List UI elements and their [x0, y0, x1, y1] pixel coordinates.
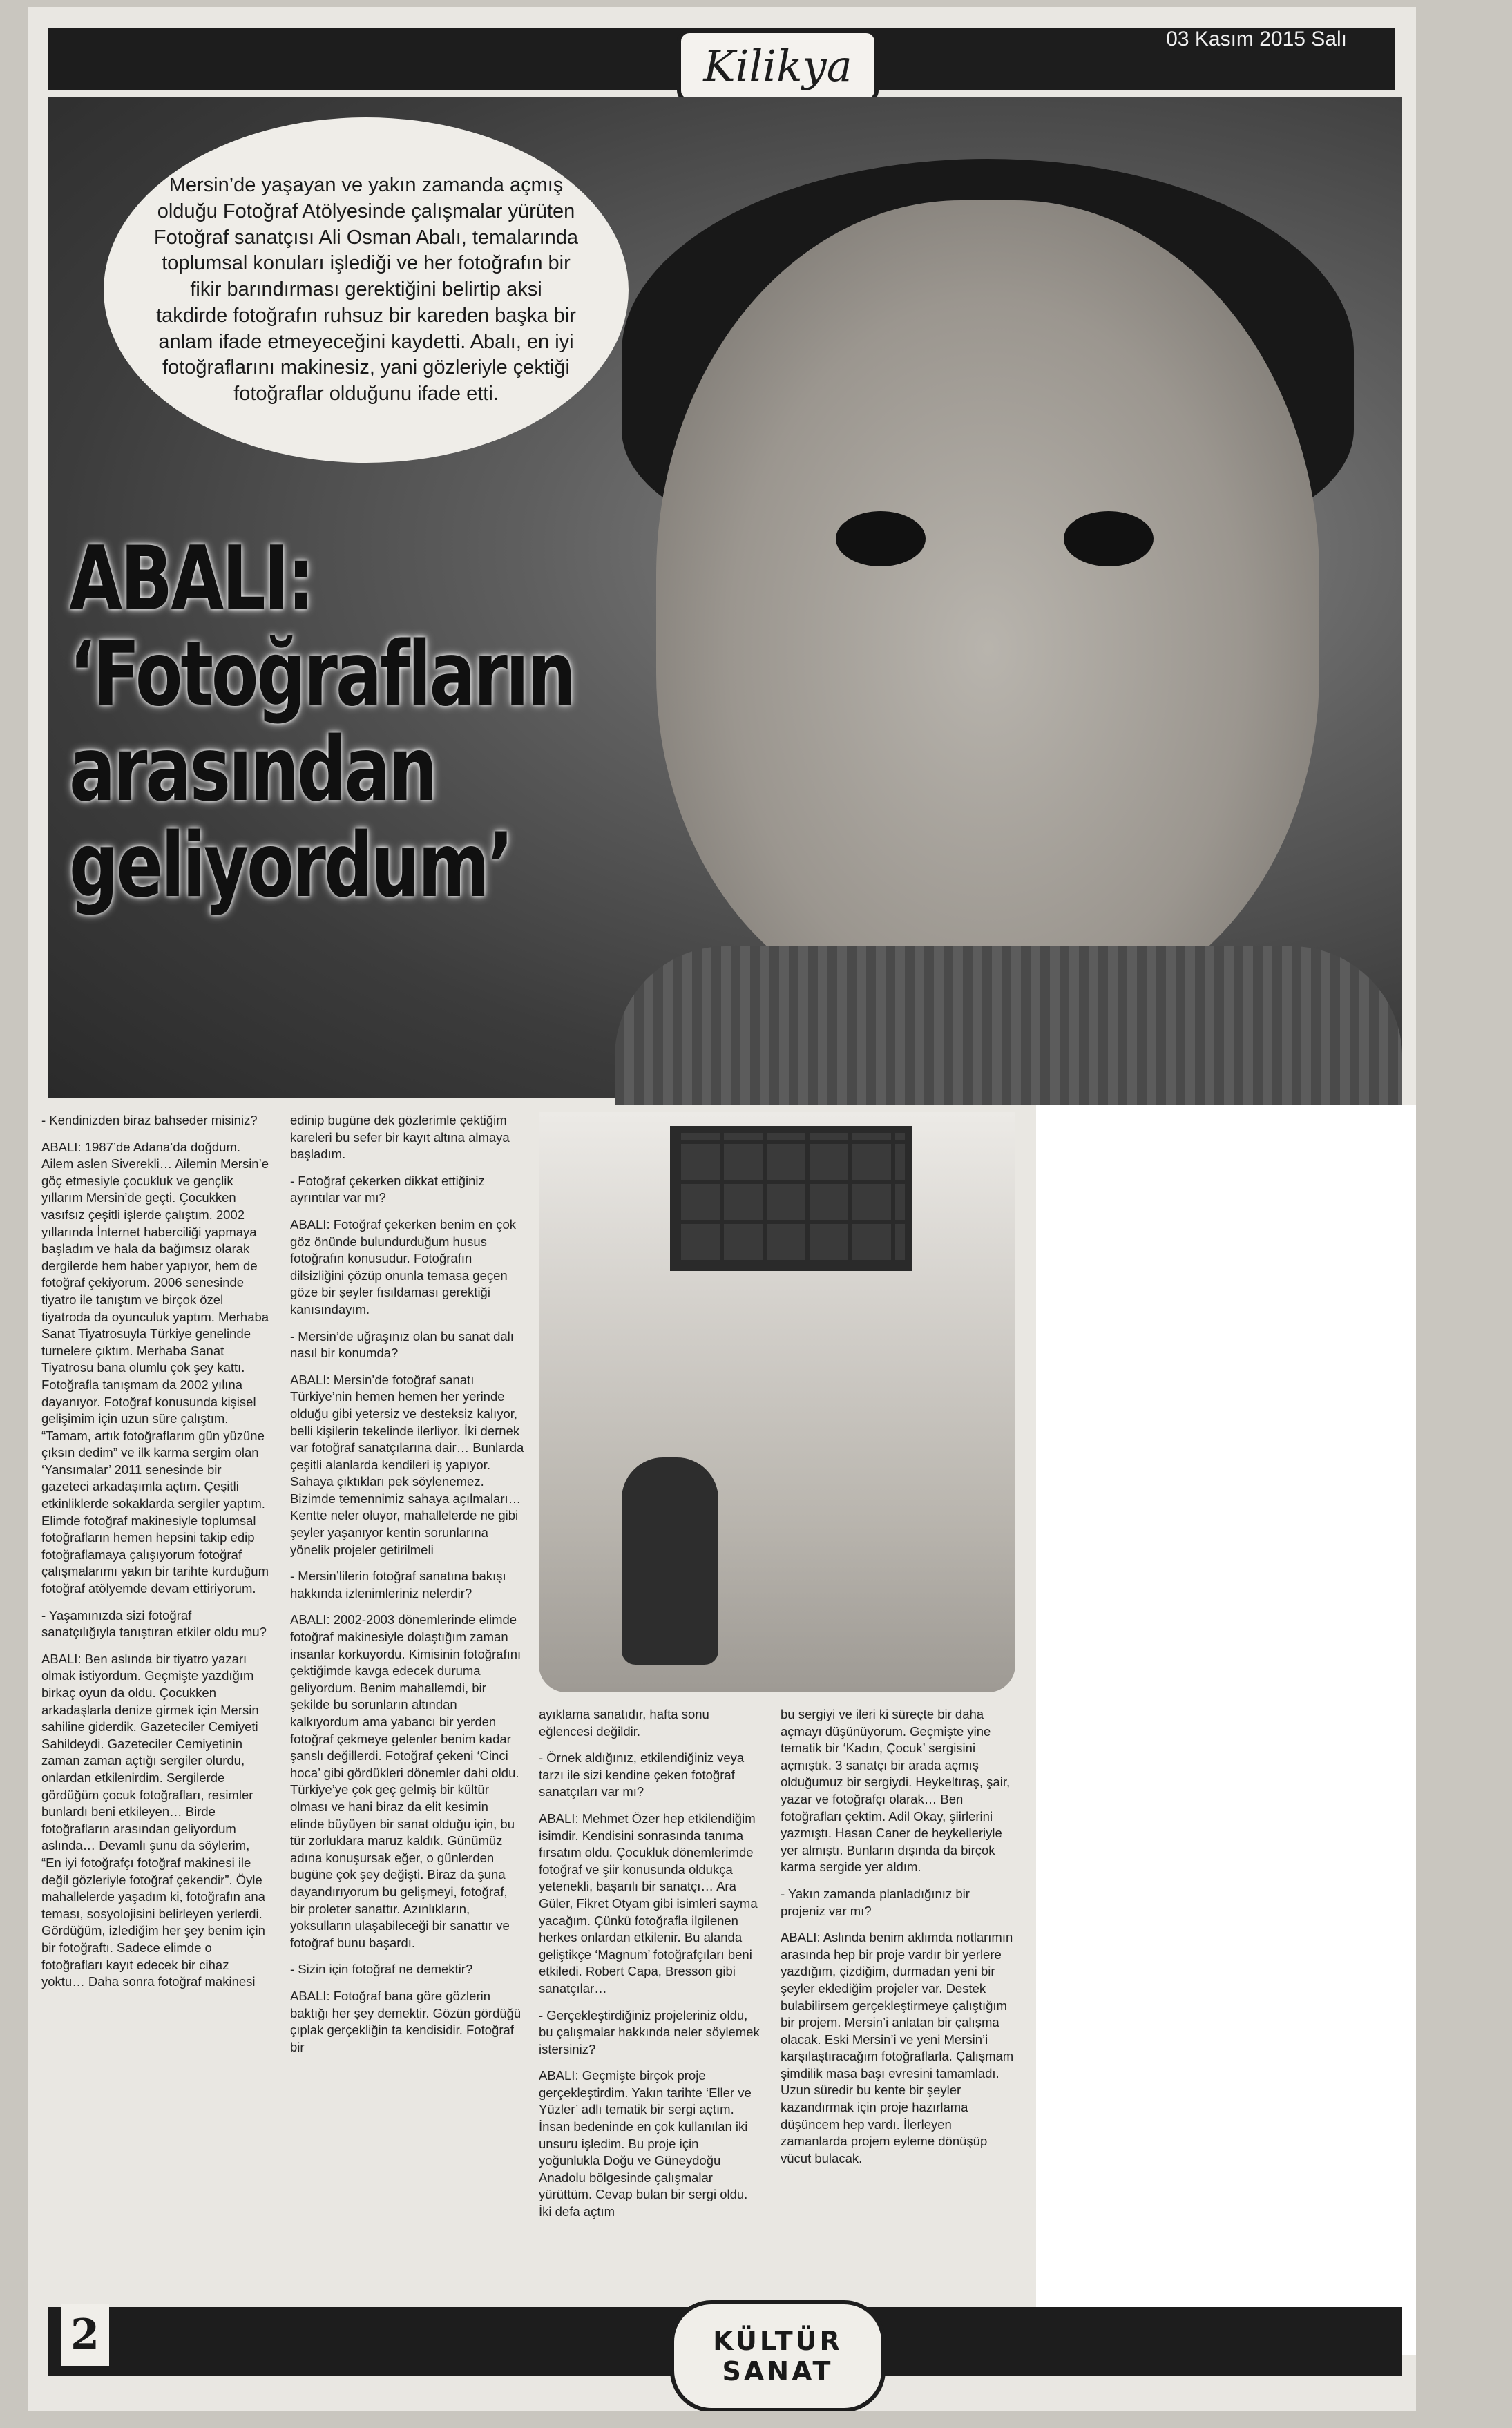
article-column-3: [539, 1706, 760, 2230]
headline-line-2: ‘Fotoğrafların: [69, 623, 574, 727]
headline-line-1: ABALI:: [69, 528, 313, 631]
paragraph: ABALI: Aslında benim aklımda notlarımın arasında hep bir proje vardır bir yerlere yazdığım, çizdiğim, durmadan yeni bir şeyler eklediğim projeler var. Destek bulabilirsem gerçekleştirmeye çalıştığım bir projem. Mersin’i anlatan bir çalışma olacak. Eski Mersin’i ve yeni Mersin’i karşılaştıracağım fotoğraflarla. Çalışmam şimdilik masa başı evresini tamamladı. Uzun süredir bu kente bir şeyler kazandırmak için proje hazırlama düşüncem hep vardı. İlerleyen zamanlarda projem eyleme dönüşüp vücut bulacak.: [781, 1930, 1014, 2166]
redacted-area: [1036, 1105, 1416, 2355]
paragraph: - Mersin’lilerin fotoğraf sanatına bakışı hakkında izlenimleriniz nelerdir?: [290, 1569, 506, 1600]
paragraph: ABALI: Geçmişte birçok proje gerçekleştirdim. Yakın tarihte ‘Eller ve Yüzler’ adlı tematik bir sergi açtım. İnsan bedeninde en çok kullanılan iki unsuru işledim. Bu proje için yoğunlukla Doğu ve Güneydoğu Anadolu bölgesinde çalışmalar yürüttüm. Cevap bulan bir sergi oldu. İki defa açtım: [539, 2068, 752, 2219]
page-number: 2: [61, 2304, 109, 2366]
paragraph: - Fotoğraf çekerken dikkat ettiğiniz ayrıntılar var mı?: [290, 1173, 485, 1205]
paragraph: - Mersin’de uğraşınız olan bu sanat dalı nasıl bir konumda?: [290, 1328, 514, 1361]
paragraph: - Yakın zamanda planladığınız bir projeniz var mı?: [781, 1886, 970, 1918]
intro-text: Mersin’de yaşayan ve yakın zamanda açmış olduğu Fotoğraf Atölyesinde çalışmalar yürüten Fotoğraf sanatçısı Ali Osman Abalı, temalarında toplumsal konuları işlediği ve her fotoğrafın bir fikir barındırması gerektiğini belirtip aksi takdirde fotoğrafın ruhsuz bir kareden başka bir anlam ifade etmeyeceğini kaydetti. Abalı, en iyi fotoğraflarını makinesiz, yani gözleriyle çektiği fotoğraflar olduğunu ifade etti.: [153, 174, 579, 405]
article-column-1: [41, 1112, 269, 2000]
girl-figure: [622, 1457, 718, 1665]
issue-date: 03 Kasım 2015 Salı: [1166, 28, 1347, 50]
article-column-2: [290, 1112, 525, 2065]
headline: [69, 528, 732, 917]
headline-line-3: arasından: [69, 718, 436, 822]
section-label-1: KÜLTÜR: [713, 2326, 843, 2356]
headline-line-4: geliyordum’: [69, 814, 512, 917]
paragraph: ABALI: Fotoğraf bana göre gözlerin baktığı her şey demektir. Gözün gördüğü çıplak gerçekliğin ta kendisidir. Fotoğraf bir: [290, 1988, 521, 2054]
barred-window: [670, 1126, 912, 1271]
paragraph: - Sizin için fotoğraf ne demektir?: [290, 1962, 473, 1977]
paragraph: ABALI: Fotoğraf çekerken benim en çok göz önünde bulundurduğum husus fotoğrafın konusudur. Fotoğrafın dilsizliğini çözüp onunla temasa geçen göze bir şeyler fısıldaması gerektiği kanısındayım.: [290, 1216, 517, 1317]
section-label-2: SANAT: [722, 2356, 834, 2387]
paragraph: edinip bugüne dek gözlerimle çektiğim kareleri bu sefer bir kayıt altına almaya başladım.: [290, 1113, 510, 1162]
paragraph: ABALI: Mersin’de fotoğraf sanatı Türkiye’nin hemen hemen her yerinde olduğu gibi yetersiz ve desteksiz kalıyor, belli kişilerin tekelinde ilerliyor. İki dernek var fotoğraf sanatçılarına dair… Bunlarda çeşitli alanlarda kendileri iş yapıyor. Sahaya çıktıkları pek söylenemez. Bizimde temennimiz sahaya açılmaları… Kentte neler oluyor, mahallelerde ne gibi şeyler yaşanıyor kentin sorunlarına yönelik projeler getirilmeli: [290, 1372, 524, 1557]
paragraph: ABALI: 1987’de Adana’da doğdum. Ailem aslen Siverekli… Ailemin Mersin’e göç etmesiyle çocukluk ve gençlik yıllarım Mersin’de geçti. Çocukken vasıfsız çeşitli işlerde çalıştım. 2002 yıllarında İnternet haberciliği yapmaya başladım ve hala da bağımsız olarak dergilerde hem haber yapıyor, hem de fotoğraf çekiyorum. 2006 senesinde tiyatro ile tanıştım ve birçok özel tiyatroda da oyunculuk yaptım. Merhaba Sanat Tiyatrosuyla Türkiye genelinde turnelere çıktım. Merhaba Sanat Tiyatrosu bana olumlu çok şey kattı. Fotoğrafla tanışmam da 2002 yılına dayanıyor. Fotoğraf konusunda kişisel gelişimim için uzun süre çalıştım. “Tamam, artık fotoğraflarım gün yüzüne çıksın dedim” ve ilk karma sergim olan ‘Yansımalar’ 2011 senesinde bir gazeteci arkadaşımla açtım. Çeşitli etkinliklerde sokaklarda sergiler yaptım. Elimde fotoğraf makinesiyle toplumsal fotoğrafların hemen hepsini takip edip fotoğraflamaya çalışıyorum fotoğraf çalışmalarımı yakın bir tarihte kurduğum fotoğraf atölyemde devam ettiriyorum.: [41, 1139, 269, 1596]
newspaper-page: [28, 7, 1416, 2411]
girl-by-wall-photo: [539, 1112, 1015, 1692]
paragraph: - Kendinizden biraz bahseder misiniz?: [41, 1113, 258, 1127]
paragraph: - Yaşamınızda sizi fotoğraf sanatçılığıyla tanıştıran etkiler oldu mu?: [41, 1607, 267, 1640]
paragraph: - Örnek aldığınız, etkilendiğiniz veya tarzı ile sizi kendine çeken fotoğraf sanatçıları var mı?: [539, 1750, 745, 1799]
paragraph: ayıklama sanatıdır, hafta sonu eğlencesi değildir.: [539, 1707, 709, 1739]
paragraph: ABALI: Ben aslında bir tiyatro yazarı olmak istiyordum. Geçmişte yazdığım birkaç oyun da oldu. Çocukken arkadaşlarla denize girmek için Mersin sahiline giderdik. Gazeteciler Cemiyeti Sahildeydi. Gazeteciler Cemiyetinin zaman zaman açtığı sergiler olurdu, onlardan etkilenirdim. Sergilerde gördüğüm çocuk fotoğrafları, resimler bunlardı beni etkileyen… Birde fotoğrafların arasından geliyordum aslında… Devamlı şunu da söylerim, “En iyi fotoğrafçı fotoğraf makinesi ile değil gözleriyle fotoğraf çekendir”. Öyle mahallelerde yaşadım ki, fotoğrafın ana teması, sosyolojisini belirleyen yerlerdi. Gördüğüm, izlediğim her şey benim için bir fotoğraftı. Sadece elimde o fotoğrafları kayıt edecek bir cihaz yoktu… Daha sonra fotoğraf makinesi: [41, 1651, 265, 1989]
paragraph: ABALI: Mehmet Özer hep etkilendiğim isimdir. Kendisini sonrasında tanıma fırsatım oldu. Çocukluk dönemlerimde fotoğraf ve şiir konusunda oldukça yetenekli, başarılı bir sanatçı… Ara Güler, Fikret Otyam gibi isimleri sayma yacağım. Çünkü fotoğrafla ilgilenen herkes onlardan etkilenir. Bu alanda geliştikçe ‘Magnum’ fotoğrafçıları beni etkiledi. Robert Capa, Bresson gibi sanatçılar…: [539, 1810, 758, 1996]
paragraph: ABALI: 2002-2003 dönemlerinde elimde fotoğraf makinesiyle dolaştığım zaman insanlar korkuyordu. Kimisinin fotoğrafını çektiğimde kavga edecek duruma geliyordum. Benim mahallemdi, bir şekilde bu sorunların altından kalkıyordum ama yabancı bir yerden fotoğraf çekmeye gelenler benim kadar şanslı değillerdi. Fotoğraf çekeni ‘Cinci hoca’ gibi gördükleri dönemler dahi oldu. Türkiye’ye çok geç gelmiş bir kültür olması ve hani biraz da elit kesimin elinde büyüyen bir sanat olduğu için, bu tür zorluklara maruz kaldık. Günümüz adına konuşursak eğer, o günlerden bugüne çok şey değişti. Biraz da şuna dayandırıyorum bu gelişmeyi, fotoğraf, bir proleter sanattır. Azınlıkların, yoksulların ulaşabileceği bir sanattır ve fotoğraf bunu başardı.: [290, 1612, 521, 1950]
paragraph: bu sergiyi ve ileri ki süreçte bir daha açmayı düşünüyorum. Geçmişte yine tematik bir ‘Kadın, Çocuk’ sergisini açmıştık. 3 sanatçı bir arada açmış olduğumuz bir sergiydi. Heykeltıraş, şair, yazar ve fotoğrafçı olarak… Ben fotoğrafları çektim. Adil Okay, şiirlerini yazmıştı. Hasan Caner de heykelleriyle yer almıştı. Bunların dışında da birçok karma sergide yer aldım.: [781, 1707, 1011, 1875]
paragraph: - Gerçekleştirdiğiniz projeleriniz oldu, bu çalışmalar hakkında neler söylemek istersiniz?: [539, 2007, 760, 2056]
article-column-4: [781, 1706, 1015, 2177]
masthead-logo: Kilikya: [677, 29, 879, 103]
intro-bubble: [104, 117, 629, 463]
section-badge: [670, 2300, 886, 2411]
